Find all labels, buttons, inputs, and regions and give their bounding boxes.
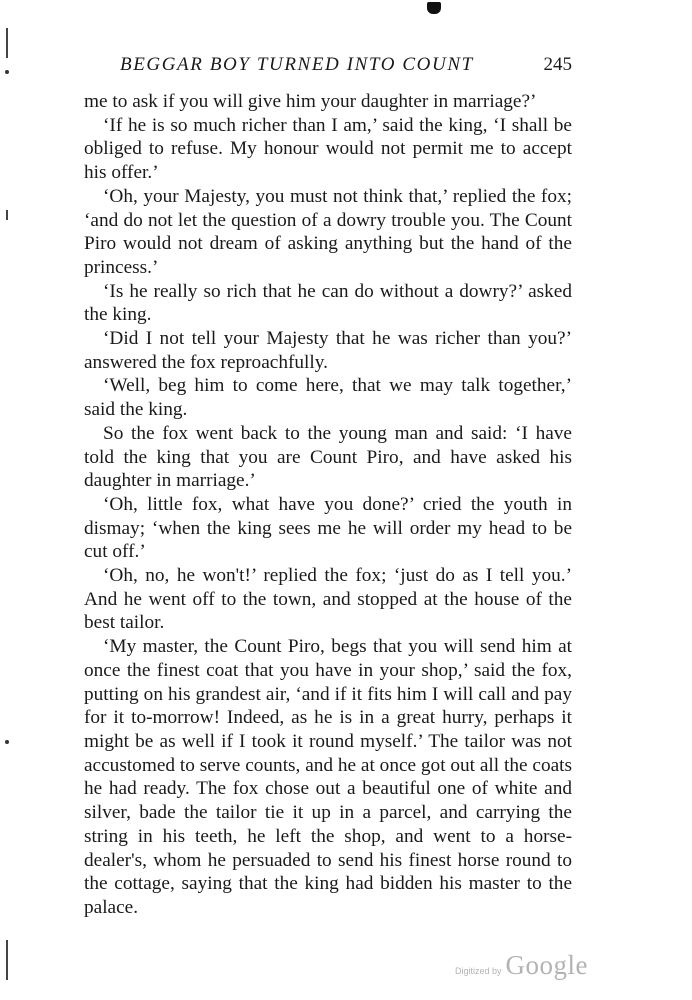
body-text [84,90,572,920]
paragraph: ‘Oh, little fox, what have you done?’ cried the youth in dismay; ‘when the king sees me he will order my head to be cut off.’ [84,493,572,563]
scan-edge-mark [6,940,8,980]
paragraph: ‘Did I not tell your Majesty that he was richer than you?’ answered the fox reproachfully. [84,328,572,373]
running-header [84,54,572,76]
paragraph: ‘Oh, your Majesty, you must not think that,’ replied the fox; ‘and do not let the question of a dowry trouble you. The Count Piro would not dream of asking anything but the hand of the princess.’ [84,185,572,278]
google-logo: Google [505,950,589,980]
paragraph: ‘Is he really so rich that he can do without a dowry?’ asked the king. [84,280,572,326]
scan-edge-mark [6,28,8,58]
page-corner-mark [427,2,441,14]
paragraph: ‘Well, beg him to come here, that we may talk together,’ said the king. [84,375,572,421]
paragraph: me to ask if you will give him your daughter in marriage?’ [84,91,537,112]
paragraph: ‘If he is so much richer than I am,’ said the king, ‘I shall be obliged to refuse. My honour would not permit me to accept his offer.’ [84,114,572,184]
running-title: BEGGAR BOY TURNED INTO COUNT [120,54,474,75]
paragraph: ‘Oh, no, he won't!’ replied the fox; ‘just do as I tell you.’ And he went off to the town, and stopped at the house of the best tailor. [84,565,572,634]
digitized-by-label: Digitized by [455,966,502,976]
scan-edge-dot [5,740,9,744]
page-number: 245 [543,54,572,75]
digitized-by-google-watermark [455,950,588,981]
paragraph: So the fox went back to the young man and said: ‘I have told the king that you are Count Piro, and have asked his daughter in marriage.’ [84,422,572,492]
scan-edge-dot [5,70,9,74]
scan-edge-mark [6,210,8,220]
paragraph: ‘My master, the Count Piro, begs that you will send him at once the finest coat that you have in your shop,’ said the fox, putting on his grandest air, ‘and if it fits him I will call and pay for it to-morrow! Indeed, as he is in a great hurry, perhaps it might be as well if I took it round myself.’ The tailor was not accustomed to serve counts, and he at once got out all the coats he had ready. The fox chose out a beautiful one of white and silver, bade the tailor tie it up in a parcel, and carrying the string in his teeth, he left the shop, and went to a horse-dealer's, whom he persuaded to send his finest horse round to the cottage, saying that the king had bidden his master to the palace. [84,636,572,918]
